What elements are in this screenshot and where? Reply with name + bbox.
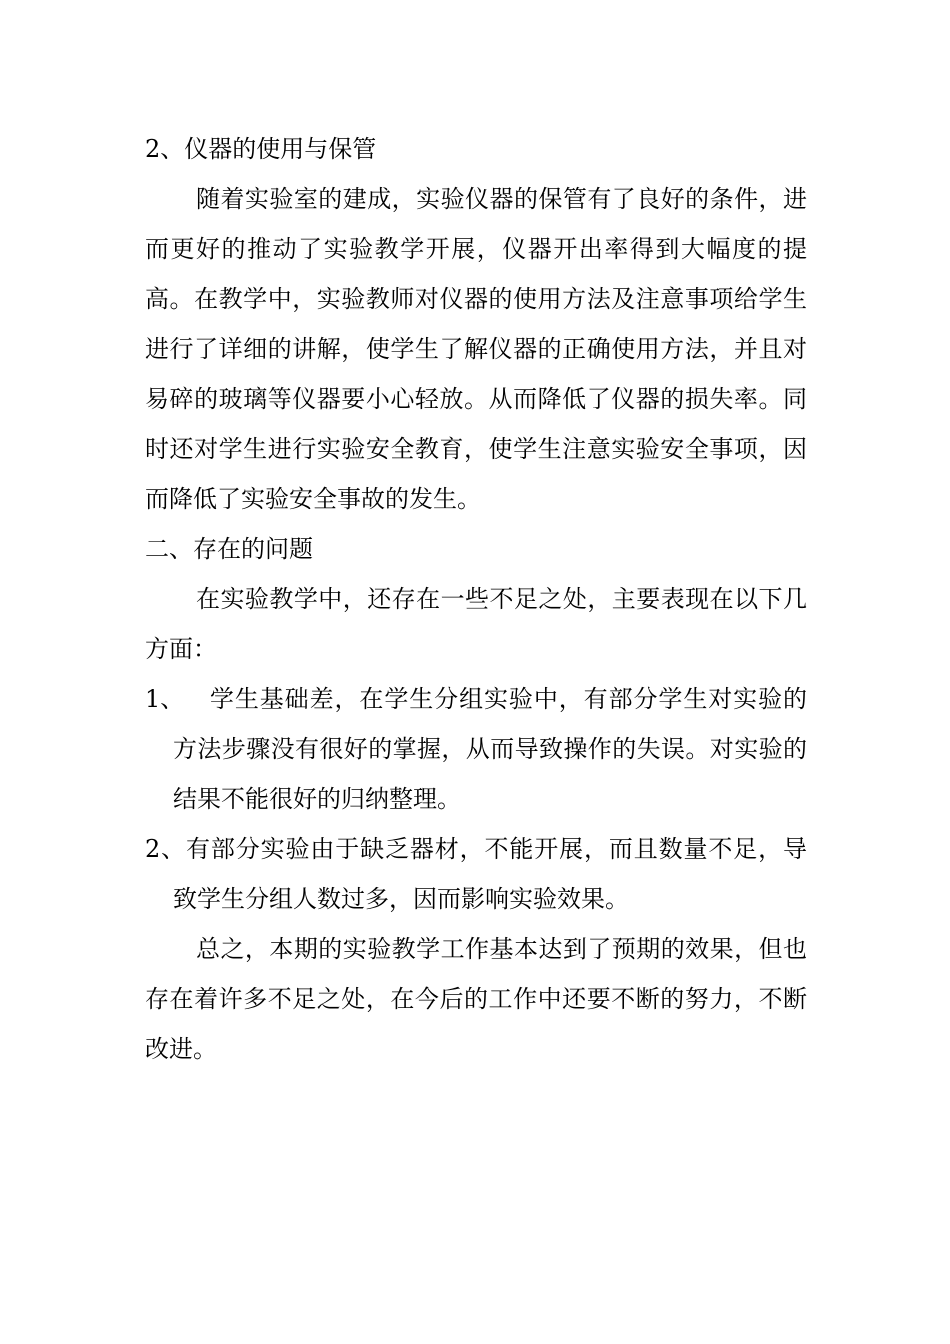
section-heading-existing-problems: 二、存在的问题 xyxy=(145,535,313,563)
paragraph-conclusion: 总之，本期的实验教学工作基本达到了预期的效果，但也存在着许多不足之处，在今后的工作中还要不断的努力，不断改进。 xyxy=(145,935,807,1063)
problem-text-2: 有部分实验由于缺乏器材，不能开展，而且数量不足，导致学生分组人数过多，因而影响实验效果。 xyxy=(173,835,808,913)
problem-marker-2: 2、 xyxy=(145,835,187,863)
problem-text-1: 学生基础差，在学生分组实验中，有部分学生对实验的方法步骤没有很好的掌握，从而导致操作的失误。对实验的结果不能很好的归纳整理。 xyxy=(173,685,807,813)
paragraph-problems-intro: 在实验教学中，还存在一些不足之处，主要表现在以下几方面： xyxy=(145,585,807,663)
problem-marker-1: 1、 xyxy=(145,685,185,713)
document-page xyxy=(145,124,807,1074)
problem-list-item-2 xyxy=(145,824,807,924)
paragraph-instrument-storage: 随着实验室的建成，实验仪器的保管有了良好的条件，进而更好的推动了实验教学开展，仪器开出率得到大幅度的提高。在教学中，实验教师对仪器的使用方法及注意事项给学生进行了详细的讲解，使学生了解仪器的正确使用方法，并且对易碎的玻璃等仪器要小心轻放。从而降低了仪器的损失率。同时还对学生进行实验安全教育，使学生注意实验安全事项，因而降低了实验安全事故的发生。 xyxy=(145,185,807,513)
problem-list-item-1 xyxy=(145,674,807,824)
section-heading-instrument-use: 2、仪器的使用与保管 xyxy=(145,135,377,163)
